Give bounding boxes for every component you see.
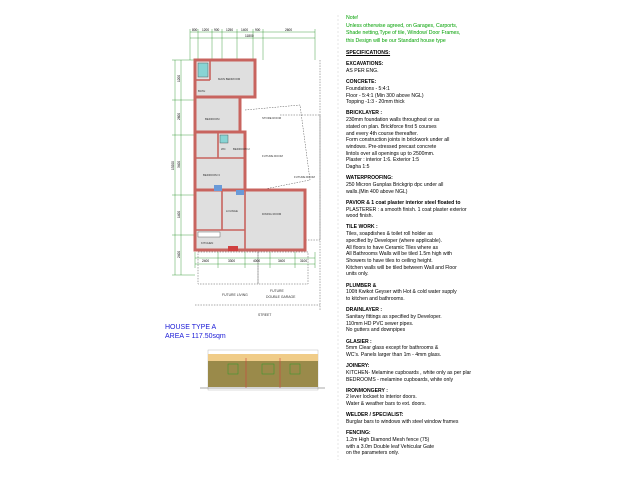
dim-bottom-1: 2400 — [202, 259, 210, 263]
spec-line: Water & weather bars to ext. doors. — [346, 401, 426, 408]
spec-line: Sanitary fittings as specified by Developer. — [346, 313, 442, 320]
spec-line: Tiles, soapdishes & toilet roll holder as — [346, 231, 433, 238]
spec-heading: DRAINLAYER : — [346, 307, 383, 314]
spec-line: Plaster : interior 1:6. Exterior 1:5 — [346, 157, 420, 164]
label-dining: DINING ROOM — [262, 212, 282, 216]
label-bedroom: BEDROOM — [205, 117, 220, 121]
specifications-block — [346, 50, 526, 457]
spec-line: 230mm foundation walls throughout or as — [346, 117, 440, 124]
spec-heading: BRICKLAYER : — [346, 110, 383, 117]
dim-bottom-5: 3100 — [300, 259, 308, 263]
dim-left-3: 3400 — [177, 160, 181, 168]
dim-top-2: 1200 — [202, 28, 210, 32]
dim-left-2: 2600 — [177, 112, 181, 120]
spec-line: with a 3.0m Double leaf Vehicular Gate — [346, 443, 435, 450]
dim-top-3: 900 — [214, 28, 220, 32]
spec-heading: JOINERY: — [346, 363, 370, 370]
spec-line: Floor - 5:4:1 (Min 300 above NGL) — [346, 92, 424, 99]
note-line-2: Unless otherwise agreed, on Garages, Carports, — [346, 22, 458, 29]
dim-left-total: 13200 — [171, 161, 175, 170]
spec-heading: EXCAVATIONS: — [346, 61, 384, 68]
spec-line: Showers to have tiles to ceiling height. — [346, 257, 433, 264]
note-line-3: Shade netting,Type of tile, Window/ Door Frames, — [346, 30, 461, 37]
spec-line: lintols over all openings up to 2500mm. — [346, 150, 435, 157]
label-bath: BATH — [198, 89, 206, 93]
bottom-dimension-labels — [202, 259, 307, 263]
spec-line: Kitchen walls will be tiled between Wall and Floor — [346, 264, 457, 271]
spec-heading: TILE WORK : — [346, 224, 378, 231]
label-bedroom-3: BEDROOM 3 — [203, 173, 220, 177]
dim-top-7: 2600 — [285, 28, 293, 32]
spec-heading: PLUMBER & — [346, 282, 377, 289]
dim-top-5: 1400 — [241, 28, 249, 32]
spec-line: to kitchen and bathrooms. — [346, 296, 405, 302]
door-mark-3 — [228, 246, 238, 251]
spec-line: specified by Developer (where applicable). — [346, 237, 442, 244]
label-wc: WC — [221, 147, 226, 151]
dim-left-1: 1200 — [177, 74, 181, 82]
spec-line: 250 Micron Gunplas Brickgrip dpc under all — [346, 181, 444, 188]
wc-fixture — [220, 135, 228, 143]
spec-line: KITCHEN- Melamine cupboards , white only as per plar — [346, 369, 472, 376]
house-title: HOUSE TYPE A — [165, 324, 217, 331]
top-dimension-labels — [192, 28, 292, 38]
spec-line: All Bathrooms Walls will be tiled 1.5m high with — [346, 251, 452, 258]
kitchen-counter — [198, 232, 220, 237]
door-mark-2 — [236, 190, 244, 195]
label-kitchen: KITCHEN — [201, 241, 214, 245]
spec-line: Topping -1:3 - 20mm thick — [346, 99, 405, 106]
label-street: STREET — [258, 313, 272, 317]
spec-heading: WELDER / SPECIALIST: — [346, 412, 404, 419]
dim-bottom-2: 3300 — [228, 259, 236, 263]
building-walls — [195, 60, 305, 250]
note-line-4: this Design will be our Standard house type — [346, 37, 446, 44]
left-dimension-labels — [171, 75, 181, 258]
bath-fixture — [198, 63, 208, 77]
spec-heading: PAVIOR & 1 coat plaster interior steel floated to — [346, 199, 461, 206]
dim-top-1: 800 — [192, 28, 198, 32]
spec-line: stated on plan. Brickforce first 5 courses — [346, 123, 437, 130]
label-future-room-1: FUTURE ROOM — [262, 154, 283, 158]
label-future-garage: FUTURE — [270, 289, 284, 293]
note-line-1: Note! — [346, 15, 359, 21]
dim-bottom-4: 3400 — [278, 259, 286, 263]
spec-heading: CONCRETE: — [346, 79, 377, 86]
spec-line: 5mm Clear glass except for bathrooms & — [346, 345, 439, 352]
elevation-roof — [208, 354, 318, 361]
spec-heading: IRONMONGERY : — [346, 387, 388, 394]
dim-left-4: 1400 — [177, 210, 181, 218]
front-elevation — [200, 350, 325, 390]
label-main-bedroom: MAIN BEDROOM — [218, 77, 241, 81]
spec-line: PLASTERER : a smooth finish. 1 coat plaster exterior — [346, 206, 467, 213]
spec-line: Dagha 1:5 — [346, 164, 370, 171]
spec-heading: FENCING: — [346, 430, 371, 437]
spec-line: wood finish. — [346, 213, 373, 220]
dim-top-6: 900 — [255, 28, 261, 32]
spec-line: and every 4th course thereafter. — [346, 130, 418, 137]
spec-line: on the parameters only. — [346, 450, 400, 457]
label-store-room: STORE ROOM — [262, 116, 282, 120]
spec-line: 110mm HD PVC sewer pipes. — [346, 320, 414, 327]
label-bedroom-2: BEDROOM 2 — [233, 147, 250, 151]
label-lounge: LOUNGE — [226, 209, 238, 213]
spec-line: Burglar bars to windows with steel window frames — [346, 419, 459, 426]
spec-heading: SPECIFICATIONS: — [346, 50, 391, 56]
spec-line: Form construction joints in brickwork under all — [346, 137, 450, 144]
house-title-block — [165, 323, 226, 341]
spec-line: WC's. Panels larger than 1m - 4mm glass. — [346, 351, 442, 358]
spec-line: units only. — [346, 271, 369, 278]
spec-line: All floors to have Ceramic Tiles where as — [346, 244, 439, 251]
spec-heading: GLASIER : — [346, 338, 372, 345]
spec-line: 2 lever lockset to interior doors. — [346, 394, 417, 401]
spec-line: BEDROOMS - melamine cupboards, white only — [346, 376, 454, 383]
house-area: AREA = 117.50sqm — [165, 333, 226, 340]
dim-left-5: 2400 — [177, 250, 181, 258]
note-block — [346, 15, 496, 45]
spec-line: Foundations - 5:4:1 — [346, 85, 390, 92]
spec-line: walls.(Min 400 above NGL) — [346, 188, 408, 195]
spec-line: No gutters and downpipes — [346, 327, 406, 334]
label-future-living: FUTURE LIVING — [222, 293, 248, 297]
label-double-garage: DOUBLE GARAGE — [266, 295, 296, 299]
dim-top-total: 11800 — [245, 34, 254, 38]
spec-line: 1.2m High Diamond Mesh fence (75) — [346, 436, 430, 443]
dim-bottom-3: 4000 — [253, 259, 261, 263]
label-future-room-2: FUTURE ROOM — [294, 175, 315, 179]
spec-heading: WATERPROOFING: — [346, 175, 393, 182]
spec-line: AS PER ENG. — [346, 67, 379, 74]
left-dimensions — [172, 60, 195, 275]
spec-line: windows. Pre-stressed precast concrete — [346, 143, 437, 150]
door-mark-1 — [214, 185, 222, 191]
dim-top-4: 1250 — [226, 28, 234, 32]
spec-line: 100lt Kwikot Geyser with Hot & cold water supply — [346, 289, 457, 296]
